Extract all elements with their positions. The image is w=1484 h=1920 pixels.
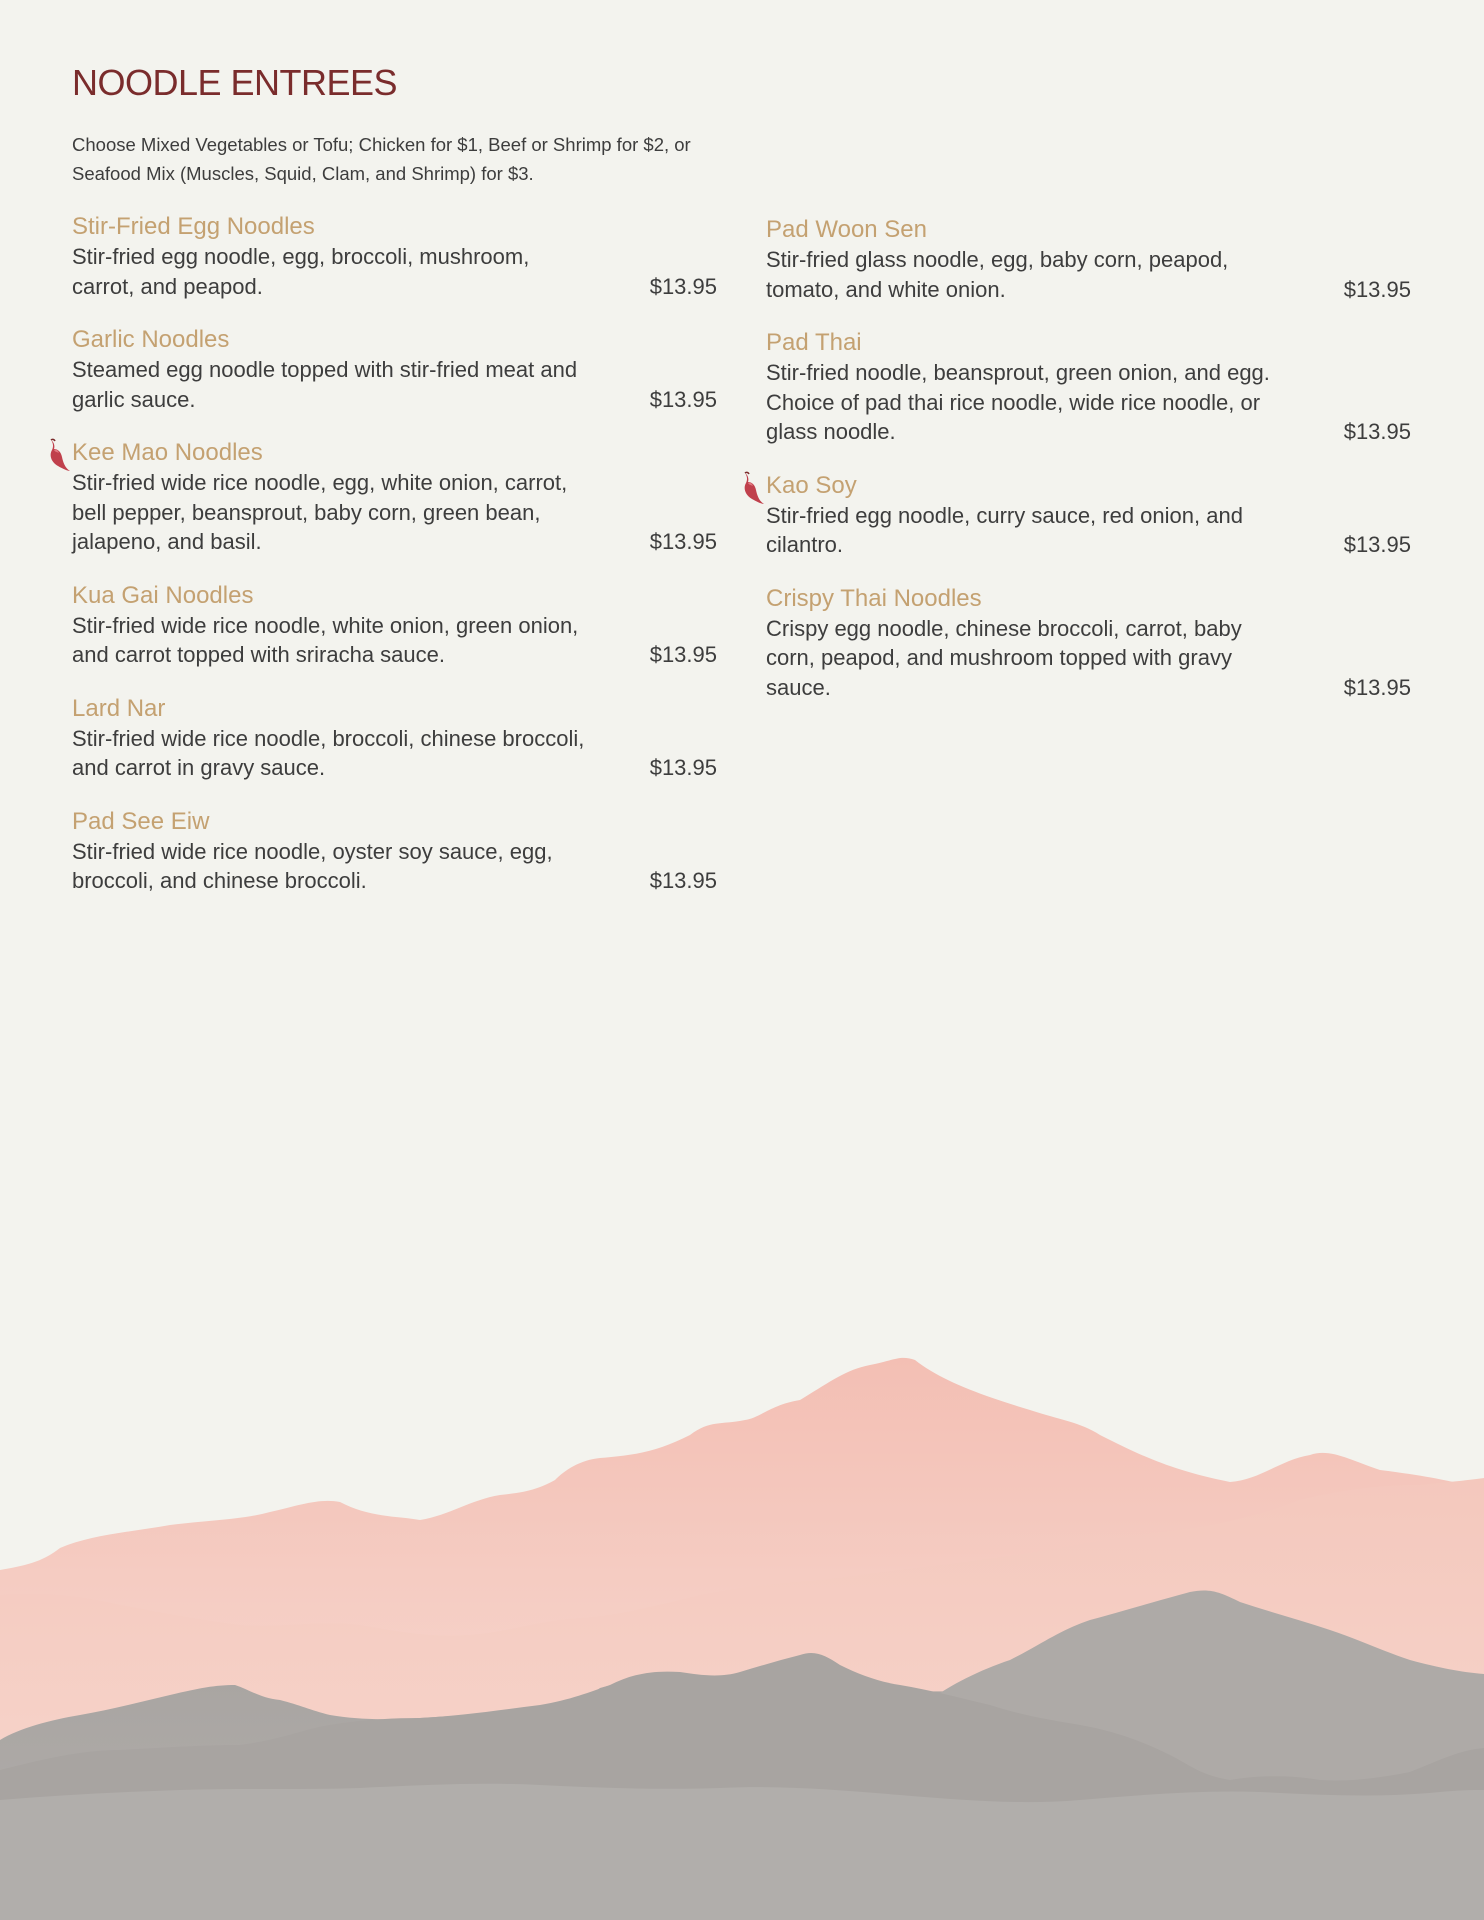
left-menu-column	[72, 212, 717, 920]
item-name: Pad Thai	[766, 329, 862, 356]
menu-item-pad-woon-sen	[766, 215, 1411, 304]
menu-item-lard-nar	[72, 694, 717, 783]
menu-item-kao-soy	[766, 471, 1411, 560]
page-title: NOODLE ENTREES	[72, 62, 398, 103]
item-description: Stir-fried noodle, beansprout, green onion, and egg. Choice of pad thai rice noodle, wide rice noodle, or glass noodle.	[766, 360, 1270, 444]
menu-item-pad-see-eiw	[72, 807, 717, 896]
chili-pepper-icon	[45, 438, 71, 472]
item-price: $13.95	[649, 868, 717, 893]
item-description: Stir-fried wide rice noodle, broccoli, chinese broccoli, and carrot in gravy sauce.	[72, 725, 585, 780]
right-menu-column	[766, 215, 1411, 726]
item-price: $13.95	[1343, 532, 1411, 557]
chili-pepper-icon	[739, 471, 765, 505]
item-description: Stir-fried egg noodle, egg, broccoli, mushroom, carrot, and peapod.	[72, 244, 530, 299]
menu-item-kee-mao-noodles	[72, 438, 717, 557]
menu-item-pad-thai	[766, 328, 1411, 447]
item-name: Crispy Thai Noodles	[766, 584, 982, 612]
item-description: Stir-fried wide rice noodle, oyster soy sauce, egg, broccoli, and chinese broccoli.	[72, 838, 553, 893]
item-name: Pad See Eiw	[72, 807, 210, 835]
menu-item-kua-gai-noodles	[72, 581, 717, 670]
item-description: Crispy egg noodle, chinese broccoli, carrot, baby corn, peapod, and mushroom topped with gravy sauce.	[766, 615, 1242, 700]
menu-item-stir-fried-egg-noodles	[72, 212, 717, 301]
item-name: Lard Nar	[72, 694, 166, 722]
item-description: Steamed egg noodle topped with stir-fried meat and garlic sauce.	[72, 357, 578, 412]
item-price: $13.95	[649, 755, 717, 780]
item-price: $13.95	[649, 273, 717, 299]
foreground-gray-hills	[0, 1784, 1484, 1920]
item-description: Stir-fried glass noodle, egg, baby corn, peapod, tomato, and white onion.	[766, 247, 1229, 302]
item-price: $13.95	[1343, 276, 1411, 302]
item-name: Kao Soy	[766, 471, 857, 499]
item-price: $13.95	[649, 386, 717, 412]
item-name: Pad Woon Sen	[766, 216, 928, 243]
item-price: $13.95	[1343, 419, 1411, 444]
item-price: $13.95	[649, 642, 717, 667]
item-price: $13.95	[1343, 674, 1411, 700]
item-description: Stir-fried wide rice noodle, white onion, green onion, and carrot topped with sriracha sauce.	[72, 612, 579, 667]
item-name: Kee Mao Noodles	[72, 439, 263, 466]
menu-intro: Choose Mixed Vegetables or Tofu; Chicken for $1, Beef or Shrimp for $2, or Seafood Mix (Muscles, Squid, Clam, and Shrimp) for $3.	[72, 134, 691, 184]
item-name: Kua Gai Noodles	[72, 581, 254, 609]
item-name: Garlic Noodles	[72, 326, 230, 353]
menu-item-crispy-thai-noodles	[766, 584, 1411, 703]
menu-item-garlic-noodles	[72, 325, 717, 414]
item-description: Stir-fried wide rice noodle, egg, white onion, carrot, bell pepper, beansprout, baby corn, green bean, jalapeno, and basil.	[72, 470, 568, 554]
item-name: Stir-Fried Egg Noodles	[72, 213, 315, 240]
item-price: $13.95	[649, 529, 717, 554]
item-description: Stir-fried egg noodle, curry sauce, red onion, and cilantro.	[766, 502, 1243, 557]
mountain-landscape-illustration	[0, 1320, 1484, 1920]
